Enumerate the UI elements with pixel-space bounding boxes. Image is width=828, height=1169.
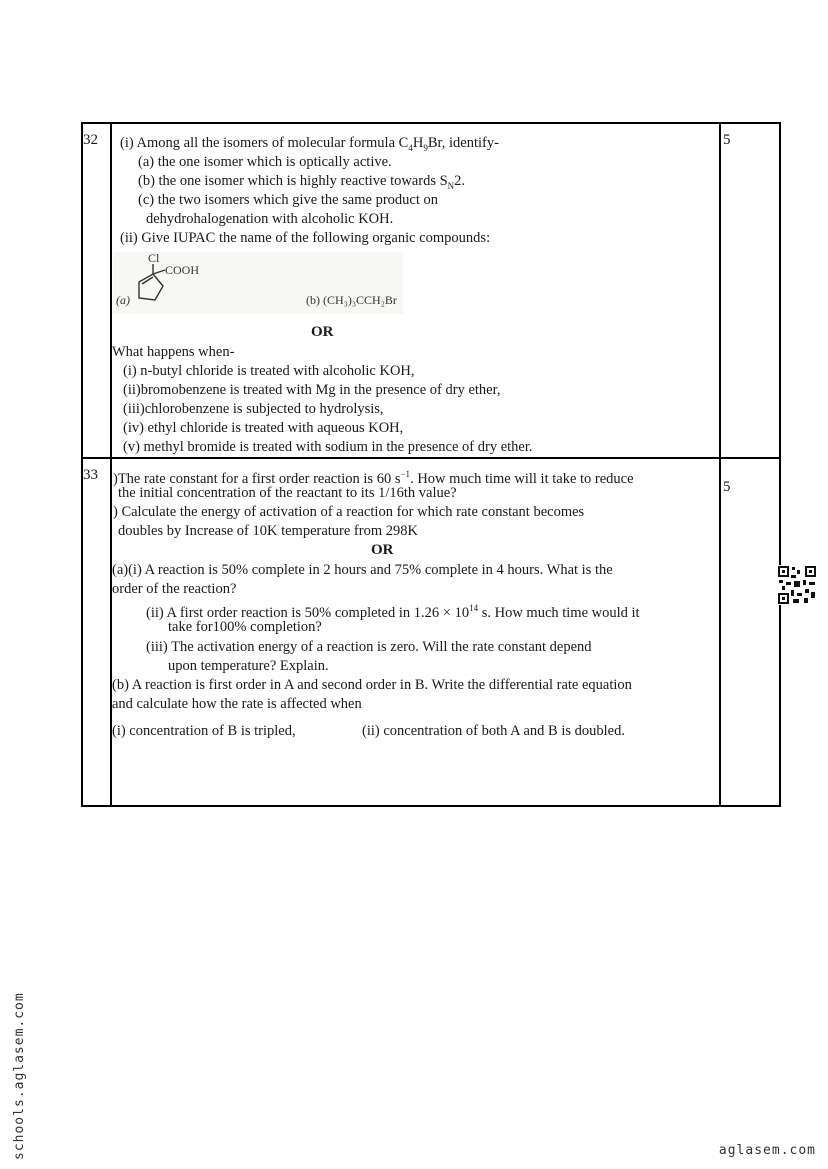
question-line: (i) concentration of B is tripled, xyxy=(112,723,296,739)
structure-b-formula: (b) (CH₃)₃CCH₂Br xyxy=(306,293,397,307)
question-line: (iv) ethyl chloride is treated with aqueous KOH, xyxy=(123,420,404,436)
question-line: ) Calculate the energy of activation of a reaction for which rate constant becomes xyxy=(113,504,585,520)
question-line: dehydrohalogenation with alcoholic KOH. xyxy=(146,211,394,227)
question-line: (a) the one isomer which is optically active. xyxy=(138,154,392,170)
marks-value: 5 xyxy=(723,132,731,148)
question-line: (c) the two isomers which give the same product on xyxy=(138,192,438,208)
question-line: (ii) Give IUPAC the name of the following organic compounds: xyxy=(120,230,491,246)
question-line: upon temperature? Explain. xyxy=(168,658,329,674)
question-number: 32 xyxy=(83,132,98,148)
question-line: (ii) concentration of both A and B is doubled. xyxy=(362,723,625,739)
chemical-structures-image xyxy=(113,252,403,314)
question-line: the initial concentration of the reactant to its 1/16th value? xyxy=(118,485,457,501)
question-line: (iii) The activation energy of a reaction is zero. Will the rate constant depend xyxy=(146,639,592,655)
marks-value: 5 xyxy=(723,479,731,495)
bottom-watermark: aglasem.com xyxy=(718,1143,816,1158)
question-line: doubles by Increase of 10K temperature from 298K xyxy=(118,523,418,539)
side-watermark: schools.aglasem.com xyxy=(12,992,27,1160)
structure-a-cooh: COOH xyxy=(165,263,200,277)
structure-a-label: (a) xyxy=(116,293,130,307)
question-line: (b) the one isomer which is highly reactive towards $S_N2$. xyxy=(138,173,466,191)
question-line: (iii)chlorobenzene is subjected to hydrolysis, xyxy=(123,401,384,417)
question-line: (a)(i) A reaction is 50% complete in 2 hours and 75% complete in 4 hours. What is the xyxy=(112,562,613,578)
question-line: (i) n-butyl chloride is treated with alcoholic KOH, xyxy=(123,363,415,379)
question-row-33 xyxy=(83,459,779,805)
question-line: (ii)bromobenzene is treated with Mg in the presence of dry ether, xyxy=(123,382,501,398)
bond-line xyxy=(153,270,165,274)
question-line: take for100% completion? xyxy=(168,619,322,635)
column-divider xyxy=(110,124,112,457)
qr-code-image xyxy=(777,565,817,605)
question-line: and calculate how the rate is affected when xyxy=(112,696,362,712)
question-row-32 xyxy=(83,124,779,459)
column-divider xyxy=(110,459,112,805)
question-line: (b) A reaction is first order in A and second order in B. Write the differential rate equation xyxy=(112,677,632,693)
double-bond-line xyxy=(142,277,153,284)
or-separator: OR xyxy=(371,542,394,558)
question-line: (ii) A first order reaction is 50% completed in $1.26 \times 10^{14}$ s. How much time would it xyxy=(146,603,640,621)
question-line: order of the reaction? xyxy=(112,581,237,597)
or-separator: OR xyxy=(311,324,334,340)
question-table xyxy=(81,122,781,807)
column-divider xyxy=(719,459,721,805)
question-line: (i) Among all the isomers of molecular formula $C_4H_9Br$, identify- xyxy=(120,135,499,153)
question-line: (v) methyl bromide is treated with sodium in the presence of dry ether. xyxy=(123,439,533,455)
column-divider xyxy=(719,124,721,457)
question-line: What happens when- xyxy=(112,344,235,360)
question-line: )The rate constant for a first order reaction is 60 $s^{-1}$. How much time will it take to reduce xyxy=(113,469,634,487)
question-number: 33 xyxy=(83,467,98,483)
structure-a-cl: Cl xyxy=(148,252,160,265)
